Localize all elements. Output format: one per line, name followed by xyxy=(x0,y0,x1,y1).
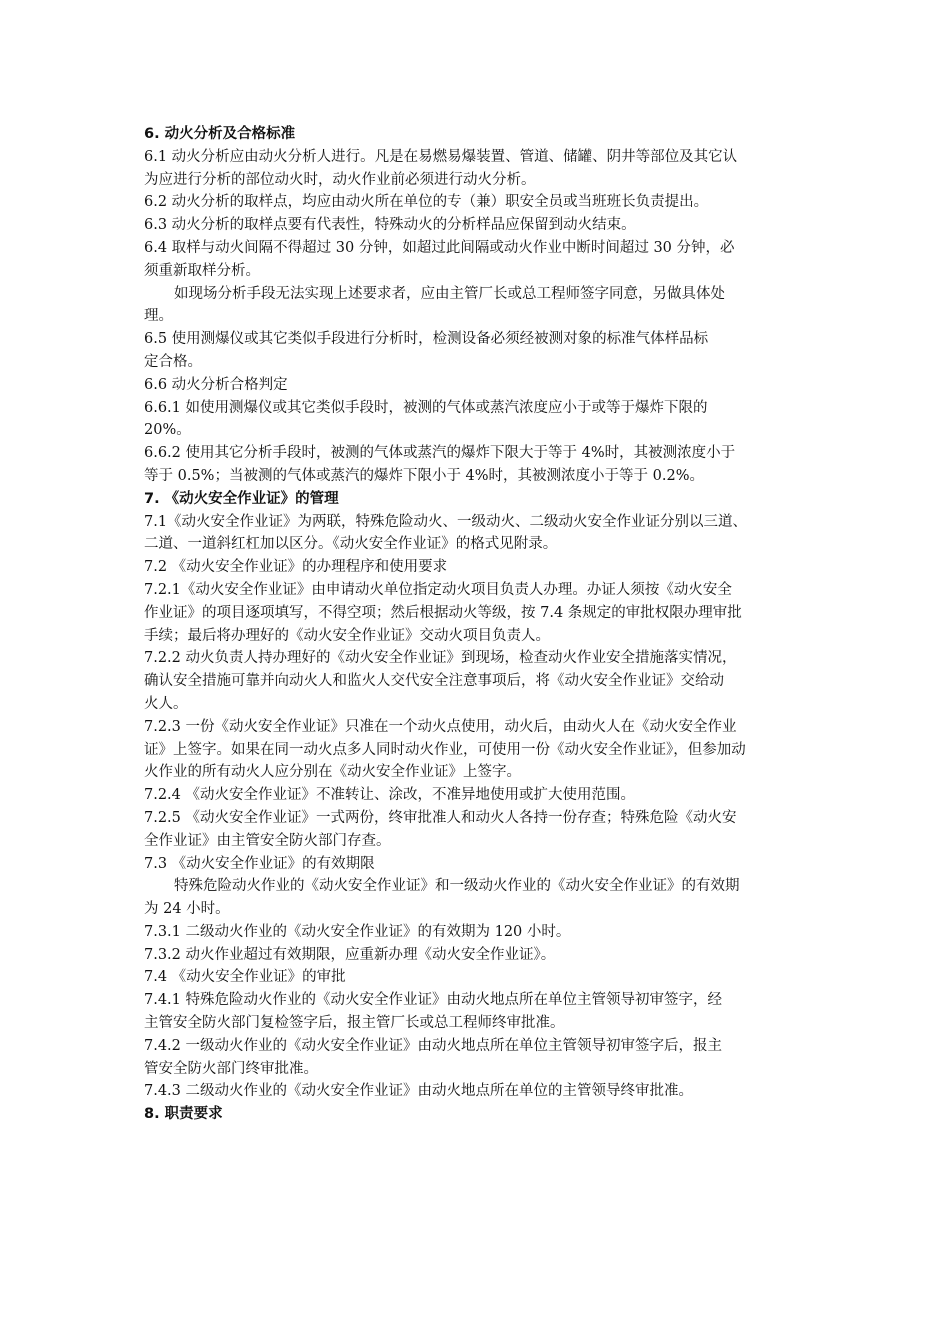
text-line: 作业证》的项目逐项填写，不得空项；然后根据动火等级，按 7.4 条规定的审批权限办理审批 xyxy=(144,604,742,621)
text-line: 确认安全措施可靠并向动火人和监火人交代安全注意事项后，将《动火安全作业证》交给动 xyxy=(144,673,724,690)
text-line: 等于 0.5%；当被测的气体或蒸汽的爆炸下限小于 4%时，其被测浓度小于等于 0.2%。 xyxy=(144,467,705,484)
text-line: 7.4.2 一级动火作业的《动火安全作业证》由动火地点所在单位主管领导初审签字后，报主 xyxy=(144,1037,722,1054)
text-line: 6.6 动火分析合格判定 xyxy=(144,376,288,393)
text-line: 7.1《动火安全作业证》为两联，特殊危险动火、一级动火、二级动火安全作业证分别以三道、 xyxy=(144,513,748,530)
text-line: 6.4 取样与动火间隔不得超过 30 分钟，如超过此间隔或动火作业中断时间超过 30 分钟，必 xyxy=(144,239,735,256)
section-heading: 7. 《动火安全作业证》的管理 xyxy=(144,490,339,507)
text-line: 7.2.4 《动火安全作业证》不准转让、涂改，不准异地使用或扩大使用范围。 xyxy=(144,787,636,804)
text-line: 7.2.1《动火安全作业证》由申请动火单位指定动火项目负责人办理。办证人须按《动火安全 xyxy=(144,581,732,598)
section-heading: 8. 职责要求 xyxy=(144,1106,223,1123)
text-line: 特殊危险动火作业的《动火安全作业证》和一级动火作业的《动火安全作业证》的有效期 xyxy=(174,878,740,895)
section-heading: 6. 动火分析及合格标准 xyxy=(144,126,296,142)
text-line: 为 24 小时。 xyxy=(144,901,230,918)
text-line: 7.2.2 动火负责人持办理好的《动火安全作业证》到现场，检查动火作业安全措施落实情况， xyxy=(144,650,737,667)
document-page xyxy=(144,123,816,1126)
text-line: 7.4.3 二级动火作业的《动火安全作业证》由动火地点所在单位的主管领导终审批准。 xyxy=(144,1083,694,1100)
text-line: 7.4 《动火安全作业证》的审批 xyxy=(144,969,346,986)
text-line: 火作业的所有动火人应分别在《动火安全作业证》上签字。 xyxy=(144,764,521,781)
text-line: 全作业证》由主管安全防火部门存查。 xyxy=(144,832,391,849)
text-line: 为应进行分析的部位动火时，动火作业前必须进行动火分析。 xyxy=(144,171,536,188)
text-line: 定合格。 xyxy=(144,353,202,370)
text-line: 6.6.2 使用其它分析手段时，被测的气体或蒸汽的爆炸下限大于等于 4%时，其被测浓度小于 xyxy=(144,445,736,462)
text-line: 7.2.5 《动火安全作业证》一式两份，终审批准人和动火人各持一份存查；特殊危险《动火安 xyxy=(144,809,737,826)
text-line: 手续；最后将办理好的《动火安全作业证》交动火项目负责人。 xyxy=(144,627,550,644)
text-line: 6.5 使用测爆仪或其它类似手段进行分析时，检测设备必须经被测对象的标准气体样品标 xyxy=(144,331,709,348)
text-line: 理。 xyxy=(144,308,173,325)
text-line: 7.4.1 特殊危险动火作业的《动火安全作业证》由动火地点所在单位主管领导初审签字，经 xyxy=(144,992,722,1009)
text-line: 证》上签字。如果在同一动火点多人同时动火作业，可使用一份《动火安全作业证》，但参加动 xyxy=(144,741,746,758)
text-line: 6.2 动火分析的取样点，均应由动火所在单位的专（兼）职安全员或当班班长负责提出。 xyxy=(144,194,709,211)
text-line: 主管安全防火部门复检签字后，报主管厂长或总工程师终审批准。 xyxy=(144,1015,565,1032)
text-line: 管安全防火部门终审批准。 xyxy=(144,1060,318,1077)
text-line: 火人。 xyxy=(144,695,188,712)
text-line: 须重新取样分析。 xyxy=(144,262,260,279)
text-line: 7.3.2 动火作业超过有效期限，应重新办理《动火安全作业证》。 xyxy=(144,946,556,963)
text-line: 7.3 《动火安全作业证》的有效期限 xyxy=(144,855,375,872)
text-line: 6.3 动火分析的取样点要有代表性，特殊动火的分析样品应保留到动火结束。 xyxy=(144,217,636,234)
text-line: 7.2.3 一份《动火安全作业证》只准在一个动火点使用，动火后，由动火人在《动火安全作业 xyxy=(144,718,737,735)
text-line: 7.2 《动火安全作业证》的办理程序和使用要求 xyxy=(144,559,448,576)
text-line: 7.3.1 二级动火作业的《动火安全作业证》的有效期为 120 小时。 xyxy=(144,923,571,940)
text-line: 二道、一道斜红杠加以区分。《动火安全作业证》的格式见附录。 xyxy=(144,536,558,553)
text-line: 20%。 xyxy=(144,422,191,439)
text-line: 6.6.1 如使用测爆仪或其它类似手段时，被测的气体或蒸汽浓度应小于或等于爆炸下限的 xyxy=(144,399,708,416)
text-line: 6.1 动火分析应由动火分析人进行。凡是在易燃易爆装置、管道、储罐、阴井等部位及其它认 xyxy=(144,148,738,165)
text-line: 如现场分析手段无法实现上述要求者，应由主管厂长或总工程师签字同意，另做具体处 xyxy=(174,285,725,302)
